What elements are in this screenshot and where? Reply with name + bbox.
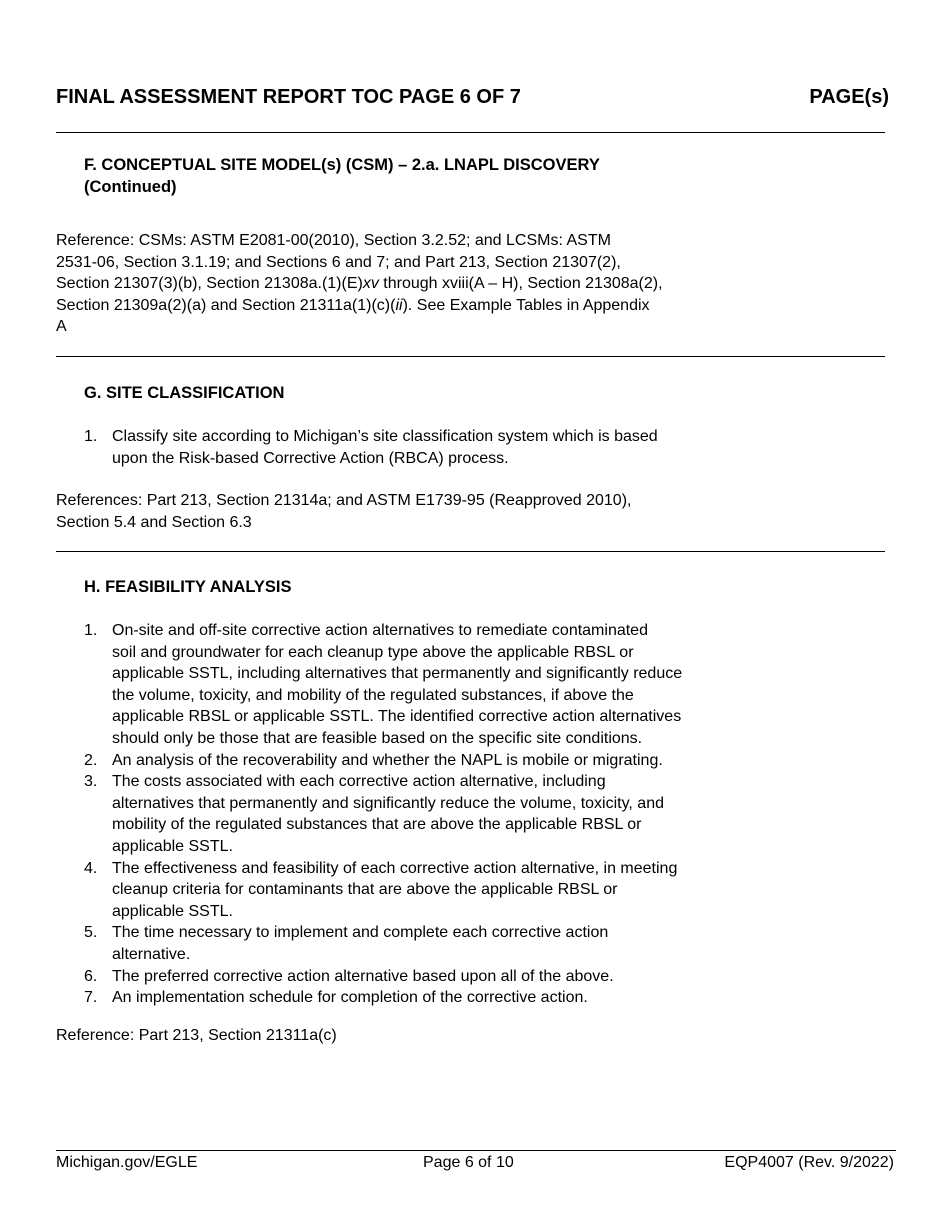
section-g-heading: G. SITE CLASSIFICATION: [84, 384, 285, 402]
list-item: 6. The preferred corrective action alternative based upon all of the above.: [84, 967, 614, 985]
list-item: 2. An analysis of the recoverability and whether the NAPL is mobile or migrating.: [84, 751, 663, 769]
list-item: 5. The time necessary to implement and complete each corrective action alternative.: [84, 924, 609, 963]
footer-divider: [56, 1150, 896, 1151]
divider: [56, 132, 885, 133]
list-item: 4. The effectiveness and feasibility of each corrective action alternative, in meeting cleanup criteria for contaminants that are above the applicable RBSL or applicable SSTL.: [84, 859, 678, 920]
section-f-reference: Reference: CSMs: ASTM E2081-00(2010), Section 3.2.52; and LCSMs: ASTM 2531-06, Section 3.1.19; and Sections 6 and 7; and Part 213, Section 21307(2), Section 21307(3)(b), Section 21308a.(1)(E)xv through xviii(A – H), Section 21308a(2), Section 21309a(2)(a) and Section 21311a(1)(c)(ii). See Example Tables in Appendix A: [56, 232, 663, 336]
list-item: 3. The costs associated with each corrective action alternative, including alternatives that permanently and significantly reduce the volume, toxicity, and mobility of the regulated substances that are above the applicable RBSL or applicable SSTL.: [84, 773, 664, 855]
list-item: 7. An implementation schedule for completion of the corrective action.: [84, 989, 588, 1007]
section-f-heading: F. CONCEPTUAL SITE MODEL(s) (CSM) – 2.a. LNAPL DISCOVERY (Continued): [84, 156, 600, 196]
section-g-list: [84, 426, 658, 469]
divider: [56, 551, 885, 552]
footer-page-number: Page 6 of 10: [423, 1154, 514, 1171]
pages-column-label: PAGE(s): [809, 86, 889, 108]
section-h-list: [84, 620, 682, 1009]
section-h-reference: Reference: Part 213, Section 21311a(c): [56, 1027, 337, 1044]
list-item: 1. Classify site according to Michigan’s site classification system which is based upon the Risk-based Corrective Action (RBCA) process.: [84, 428, 658, 467]
section-h-heading: H. FEASIBILITY ANALYSIS: [84, 578, 292, 596]
page-header: [56, 86, 889, 114]
footer-form-number: EQP4007 (Rev. 9/2022): [724, 1154, 894, 1171]
page-title: FINAL ASSESSMENT REPORT TOC PAGE 6 OF 7: [56, 86, 521, 108]
divider: [56, 356, 885, 357]
section-g-reference: References: Part 213, Section 21314a; and ASTM E1739-95 (Reapproved 2010), Section 5.4 and Section 6.3: [56, 492, 632, 531]
list-item: 1. On-site and off-site corrective action alternatives to remediate contaminated soil and groundwater for each cleanup type above the applicable RBSL or applicable SSTL, including alternatives that permanently and significantly reduce the volume, toxicity, and mobility of the regulated substances, if above the applicable RBSL or applicable SSTL. The identified corrective action alternatives should only be those that are feasible based on the specific site conditions.: [84, 622, 683, 747]
footer-website: Michigan.gov/EGLE: [56, 1154, 198, 1171]
